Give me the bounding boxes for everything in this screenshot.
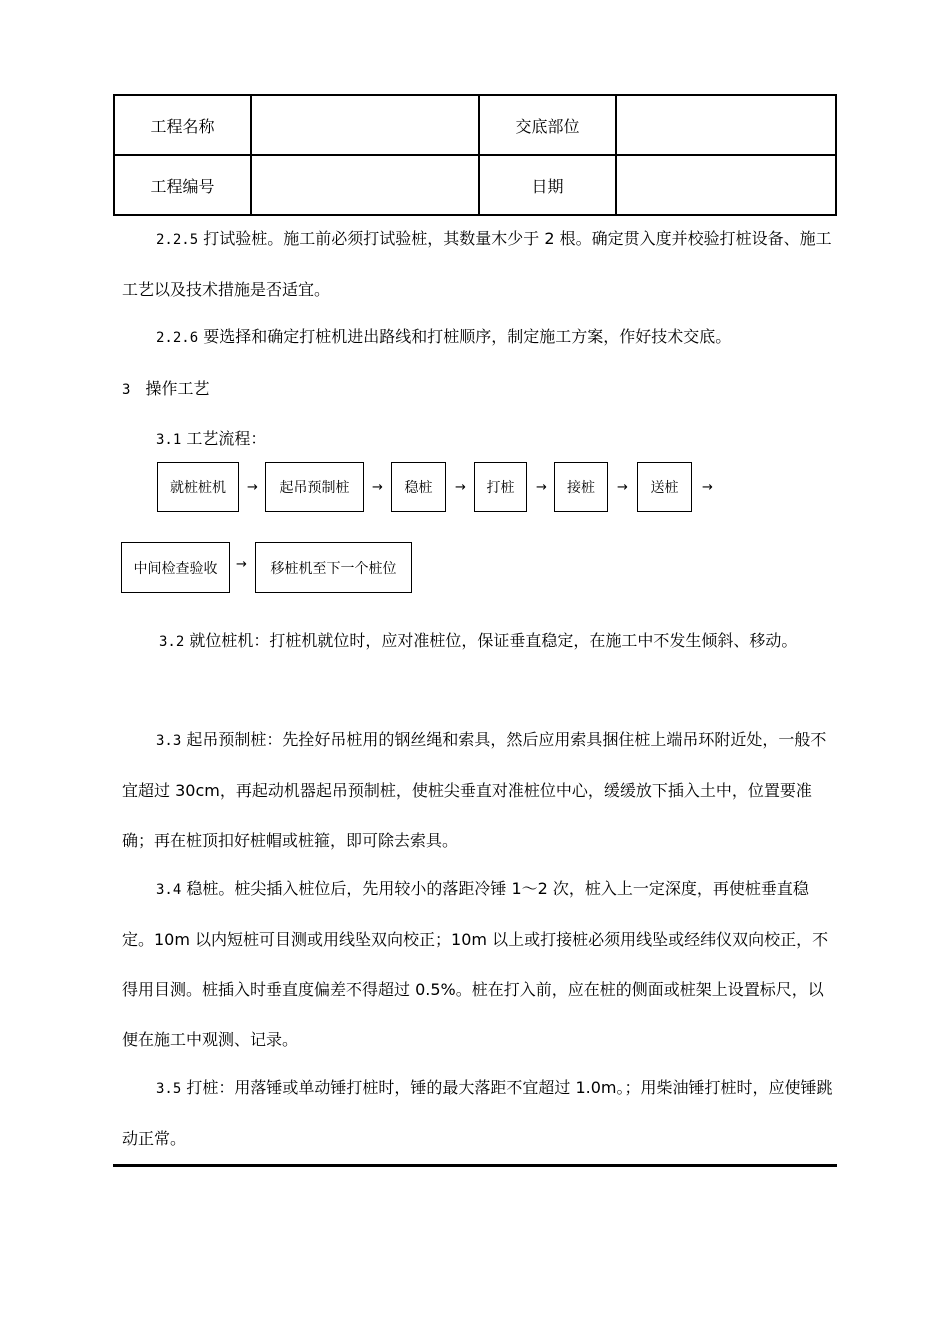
paragraph-text: 打试验桩。施工前必须打试验桩，其数量木少于 2 根。确定贯入度并校验打桩设备、施工工艺以及技术措施是否适宜。 xyxy=(122,229,832,299)
paragraph-number: 2.2.6 xyxy=(156,330,199,346)
paragraph-3-3 xyxy=(122,715,834,866)
project-name-label: 工程名称 xyxy=(114,95,251,155)
project-number-value xyxy=(251,155,479,215)
paragraph-number: 3.1 xyxy=(156,432,182,448)
disclosure-part-label: 交底部位 xyxy=(479,95,616,155)
project-name-value xyxy=(251,95,479,155)
paragraph-3-5 xyxy=(122,1063,834,1164)
flow-step-4: 打桩 xyxy=(474,462,527,512)
flow-step-8: 移桩机至下一个桩位 xyxy=(255,542,412,593)
flow-arrow: → xyxy=(536,480,547,495)
flow-arrow: → xyxy=(617,480,628,495)
header-row-2 xyxy=(114,155,836,215)
flow-step-1: 就桩桩机 xyxy=(157,462,239,512)
paragraph-text: 稳桩。桩尖插入桩位后，先用较小的落距冷锤 1～2 次，桩入上一定深度，再使桩垂直稳定。10m 以内短桩可目测或用线坠双向校正；10m 以上或打接桩必须用线坠或经纬仪双向校正，不得用目测。桩插入时垂直度偏差不得超过 0.5%。桩在打入前，应在桩的侧面或桩架上设置标尺，以便在施工中观测、记录。 xyxy=(122,879,829,1049)
paragraph-2-2-5 xyxy=(122,214,834,315)
paragraph-number: 3.4 xyxy=(156,882,182,898)
paragraph-number: 3.5 xyxy=(156,1081,182,1097)
header-table xyxy=(113,94,837,216)
section-heading xyxy=(122,376,834,399)
flow-arrow: → xyxy=(702,480,713,495)
paragraph-text: 打桩：用落锤或单动锤打桩时，锤的最大落距不宜超过 1.0m。；用柴油锤打桩时，应使锤跳动正常。 xyxy=(122,1078,833,1148)
bottom-divider xyxy=(113,1164,837,1167)
paragraph-number: 3.2 xyxy=(159,634,185,650)
flow-arrow: → xyxy=(372,480,383,495)
project-number-label: 工程编号 xyxy=(114,155,251,215)
flow-step-3: 稳桩 xyxy=(391,462,446,512)
paragraph-text: 工艺流程： xyxy=(186,429,267,448)
date-label: 日期 xyxy=(479,155,616,215)
disclosure-part-value xyxy=(616,95,836,155)
flow-step-7: 中间检查验收 xyxy=(121,542,230,593)
paragraph-text: 就位桩机：打桩机就位时，应对准桩位，保证垂直稳定，在施工中不发生倾斜、移动。 xyxy=(189,631,798,650)
paragraph-3-2 xyxy=(122,616,834,667)
paragraph-2-2-6 xyxy=(122,312,834,363)
flow-arrow: → xyxy=(247,480,258,495)
flow-arrow: → xyxy=(236,557,247,572)
paragraph-3-4 xyxy=(122,864,834,1065)
flow-step-2: 起吊预制桩 xyxy=(265,462,364,512)
section-number: 3 xyxy=(122,382,131,398)
paragraph-number: 2.2.5 xyxy=(156,232,199,248)
flow-step-6: 送桩 xyxy=(637,462,692,512)
header-row-1 xyxy=(114,95,836,155)
flow-arrow: → xyxy=(455,480,466,495)
flow-step-5: 接桩 xyxy=(554,462,608,512)
section-title: 操作工艺 xyxy=(145,379,210,398)
paragraph-number: 3.3 xyxy=(156,733,182,749)
paragraph-text: 起吊预制桩：先拴好吊桩用的钢丝绳和索具，然后应用索具捆住桩上端吊环附近处，一般不宜超过 30cm，再起动机器起吊预制桩，使桩尖垂直对准桩位中心，缓缓放下插入土中，位置要准确；再在桩顶扣好桩帽或桩箍，即可除去索具。 xyxy=(122,730,827,850)
paragraph-text: 要选择和确定打桩机进出路线和打桩顺序，制定施工方案，作好技术交底。 xyxy=(203,327,732,346)
date-value xyxy=(616,155,836,215)
paragraph-3-1 xyxy=(156,426,868,449)
